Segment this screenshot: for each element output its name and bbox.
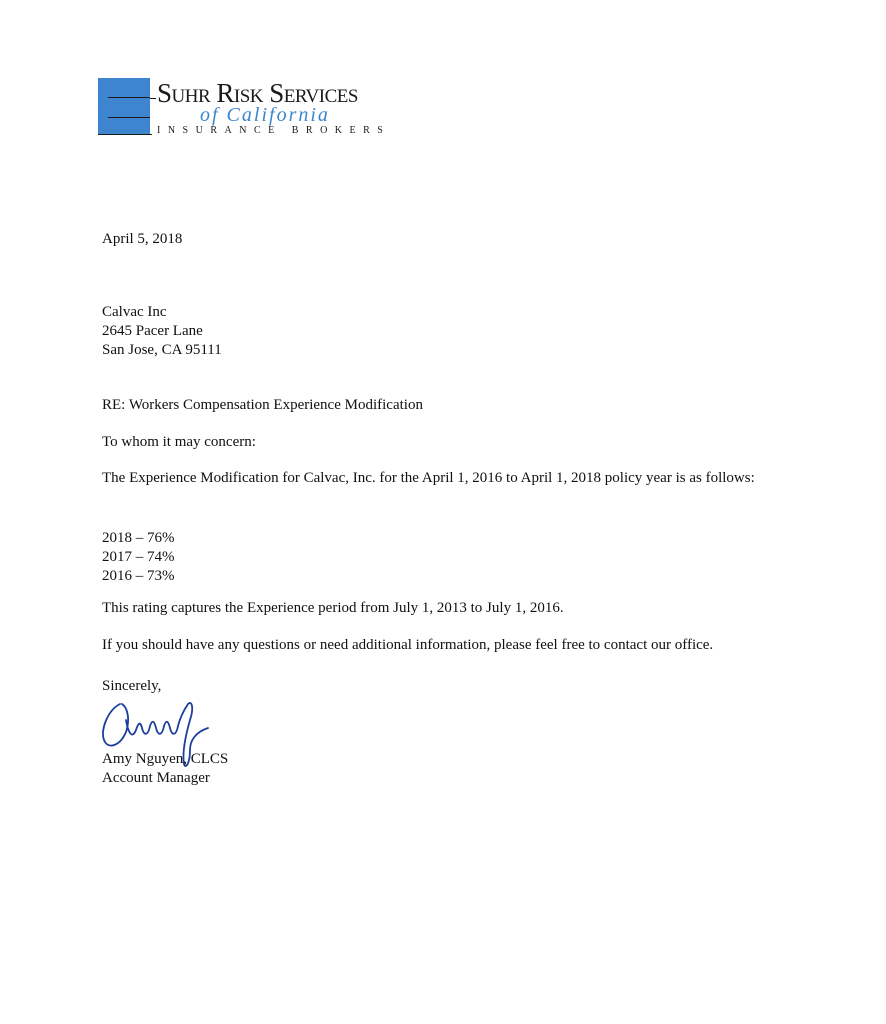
body-paragraph: This rating captures the Experience period from July 1, 2013 to July 1, 2016.	[102, 600, 564, 616]
body-paragraph: If you should have any questions or need additional information, please feel free to contact our office.	[102, 637, 714, 653]
modification-item: 2017 – 74%	[102, 549, 175, 565]
logo-rule	[150, 98, 156, 99]
recipient-name: Calvac Inc	[102, 304, 167, 320]
logo-rule	[108, 97, 150, 98]
logo-rule	[98, 134, 152, 135]
company-logo-mark	[98, 78, 150, 134]
closing: Sincerely,	[102, 678, 162, 694]
modification-item: 2016 – 73%	[102, 568, 175, 584]
greeting: To whom it may concern:	[102, 434, 256, 450]
modification-list	[102, 529, 175, 586]
company-name: Suhr Risk Services	[157, 78, 358, 108]
logo-rule	[108, 117, 150, 118]
body-paragraph: The Experience Modification for Calvac, Inc. for the April 1, 2016 to April 1, 2018 policy year is as follows:	[102, 470, 755, 486]
letter-date: April 5, 2018	[102, 231, 183, 247]
recipient-street: 2645 Pacer Lane	[102, 323, 203, 339]
recipient-address	[102, 303, 222, 360]
signer-block	[102, 750, 228, 788]
modification-item: 2018 – 76%	[102, 530, 175, 546]
company-subtitle: of California	[200, 104, 330, 126]
recipient-city: San Jose, CA 95111	[102, 342, 222, 358]
signer-title: Account Manager	[102, 770, 210, 786]
company-tagline: INSURANCE BROKERS	[157, 125, 391, 136]
subject-line: RE: Workers Compensation Experience Modification	[102, 397, 423, 413]
signer-name: Amy Nguyen, CLCS	[102, 751, 229, 767]
